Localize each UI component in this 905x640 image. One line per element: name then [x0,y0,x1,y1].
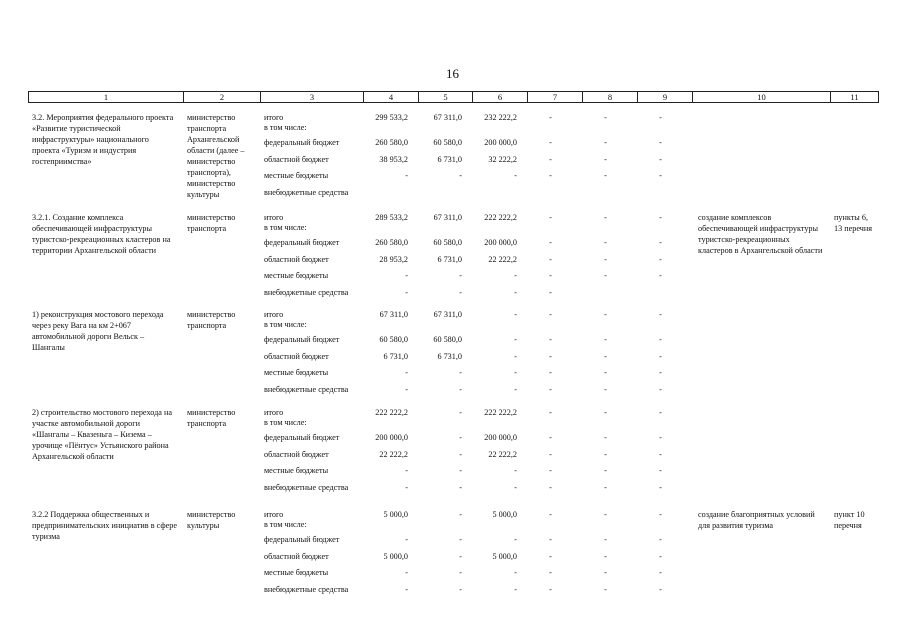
measure-name: 1) реконструкция мостового перехода через реку Вага на км 2+067 автомобильной дороги Вельск – Шангалы [32,310,164,352]
source-total-label: итого [264,408,284,417]
column-header-4: 4 [364,92,419,103]
column-header-10: 10 [693,92,831,103]
funding-value: 28 953,2 [379,254,408,264]
funding-source-label: федеральный бюджет [264,335,340,344]
funding-value: - [549,384,552,394]
funding-value: 38 953,2 [379,154,408,164]
executor: министерство транспорта Архангельской области (далее – министерство транспорта), министерство культуры [187,113,245,199]
executor: министерство транспорта [187,408,236,428]
funding-value: - [604,171,607,180]
total-value: 67 311,0 [433,213,462,222]
funding-value: - [604,584,607,594]
funding-value: 60 580,0 [433,335,462,344]
column-header-6: 6 [473,92,528,103]
total-value: - [659,310,662,319]
total-value: - [604,113,607,122]
total-value: - [549,408,552,417]
funding-value: - [405,466,408,475]
source-including-label: в том числе: [264,418,307,427]
funding-value: 200 000,0 [375,433,408,442]
funding-value: - [549,254,552,264]
total-value: 289 533,2 [375,213,408,222]
funding-value: 6 731,0 [437,254,462,264]
funding-value: 260 580,0 [375,238,408,247]
funding-value: - [549,171,552,180]
funding-value: - [659,171,662,180]
total-value: - [459,510,462,519]
measure-name: 3.2. Мероприятия федерального проекта «Развитие туристической инфраструктуры» национального проекта «Туризм и индустрия гостеприимства» [32,113,174,166]
funding-value: 60 580,0 [433,238,462,247]
executor: министерство культуры [187,510,236,530]
total-value: - [459,408,462,417]
funding-value: - [514,584,517,594]
funding-value: - [604,154,607,164]
funding-value: - [604,551,607,561]
funding-value: 22 222,2 [379,449,408,459]
funding-value: - [459,535,462,544]
funding-source-label: областной бюджет [264,351,329,361]
list-reference: пункт 10 перечня [834,510,865,530]
total-value: 222 222,2 [375,408,408,417]
funding-value: - [604,238,607,247]
funding-value: - [459,584,462,594]
funding-value: - [549,535,552,544]
funding-value: - [549,287,552,297]
funding-value: - [659,254,662,264]
funding-value: 60 580,0 [433,138,462,147]
column-header-3: 3 [261,92,364,103]
source-total-label: итого [264,310,284,319]
total-value: - [549,510,552,519]
funding-value: - [549,466,552,475]
funding-value: 200 000,0 [484,138,517,147]
funding-value: - [514,535,517,544]
source-total-label: итого [264,213,284,222]
page-number: 16 [446,66,459,81]
funding-value: - [604,482,607,492]
total-value: - [659,113,662,122]
funding-value: - [405,287,408,297]
total-value: 232 222,2 [484,113,517,122]
funding-source-label: местные бюджеты [264,171,329,180]
funding-value: 6 731,0 [383,351,408,361]
expected-result: создание благоприятных условий для развития туризма [698,510,815,530]
funding-value: - [405,482,408,492]
measure-name: 3.2.1. Создание комплекса обеспечивающей инфраструктуры туристско-рекреационных кластеров на территории Архангельской области [32,213,171,255]
column-header-8: 8 [583,92,638,103]
funding-value: - [549,238,552,247]
list-reference: пункты 6, 13 перечня [834,213,873,233]
funding-value: - [604,138,607,147]
funding-value: - [514,351,517,361]
funding-value: - [514,335,517,344]
funding-value: - [549,154,552,164]
funding-value: - [659,466,662,475]
funding-value: 200 000,0 [484,433,517,442]
column-header-row [28,91,879,103]
funding-value: - [659,351,662,361]
funding-value: - [405,271,408,280]
funding-value: - [405,171,408,180]
total-value: - [659,213,662,222]
total-value: - [604,213,607,222]
funding-value: - [514,287,517,297]
funding-value: - [659,449,662,459]
funding-value: - [405,584,408,594]
funding-source-label: федеральный бюджет [264,138,340,147]
column-header-11: 11 [831,92,879,103]
funding-value: 200 000,0 [484,238,517,247]
funding-value: - [659,335,662,344]
total-value: - [604,310,607,319]
total-value: 222 222,2 [484,213,517,222]
funding-value: - [459,449,462,459]
total-value: 5 000,0 [492,510,517,519]
funding-value: 60 580,0 [379,335,408,344]
funding-value: - [459,171,462,180]
funding-source-label: внебюджетные средства [264,384,349,394]
total-value: - [549,113,552,122]
source-including-label: в том числе: [264,320,307,329]
funding-source-label: областной бюджет [264,154,329,164]
funding-value: - [405,368,408,377]
funding-value: - [514,568,517,577]
funding-source-label: внебюджетные средства [264,584,349,594]
funding-value: - [604,335,607,344]
total-value: - [549,310,552,319]
funding-value: 32 222,2 [488,154,517,164]
funding-value: - [549,584,552,594]
funding-value: - [659,568,662,577]
funding-value: - [659,482,662,492]
funding-value: - [659,584,662,594]
funding-value: - [459,271,462,280]
funding-value: - [459,482,462,492]
source-total-label: итого [264,510,284,519]
funding-value: - [549,433,552,442]
total-value: - [514,310,517,319]
funding-value: - [659,138,662,147]
funding-value: - [514,171,517,180]
funding-source-label: областной бюджет [264,449,329,459]
funding-source-label: федеральный бюджет [264,433,340,442]
funding-value: - [549,551,552,561]
expected-result: создание комплексов обеспечивающей инфраструктуры туристско-рекреационных кластеров в Архангельской области [698,213,823,255]
funding-value: 5 000,0 [383,551,408,561]
funding-value: - [514,368,517,377]
funding-value: - [604,466,607,475]
funding-value: - [659,384,662,394]
funding-value: - [659,535,662,544]
funding-value: - [514,384,517,394]
measure-name: 2) строительство мостового перехода на участке автомобильной дороги «Шангалы – Квазеньга – Кизема – урочище «Пёнтус» Устьянского района Архангельской области [32,408,172,461]
funding-value: - [549,138,552,147]
total-value: - [659,510,662,519]
funding-value: - [459,568,462,577]
funding-source-label: областной бюджет [264,551,329,561]
source-including-label: в том числе: [264,223,307,232]
column-header-2: 2 [184,92,261,103]
total-value: - [604,408,607,417]
funding-value: - [459,384,462,394]
funding-value: - [604,384,607,394]
funding-value: - [604,433,607,442]
funding-source-label: местные бюджеты [264,271,329,280]
funding-value: - [659,368,662,377]
funding-value: - [459,287,462,297]
total-value: - [604,510,607,519]
total-value: 67 311,0 [379,310,408,319]
funding-value: - [659,271,662,280]
funding-value: - [405,384,408,394]
funding-source-label: местные бюджеты [264,466,329,475]
funding-source-label: внебюджетные средства [264,482,349,492]
total-value: 67 311,0 [433,310,462,319]
funding-value: - [604,368,607,377]
funding-value: - [549,449,552,459]
funding-value: - [549,351,552,361]
total-value: 222 222,2 [484,408,517,417]
source-total-label: итого [264,113,284,122]
funding-value: 6 731,0 [437,154,462,164]
funding-value: - [514,466,517,475]
funding-source-label: местные бюджеты [264,568,329,577]
source-including-label: в том числе: [264,123,307,132]
funding-source-label: федеральный бюджет [264,535,340,544]
funding-value: - [405,535,408,544]
funding-value: - [604,254,607,264]
executor: министерство транспорта [187,310,236,330]
column-header-7: 7 [528,92,583,103]
total-value: - [659,408,662,417]
funding-source-label: внебюджетные средства [264,287,349,297]
column-header-5: 5 [419,92,473,103]
funding-value: 22 222,2 [488,449,517,459]
total-value: - [549,213,552,222]
funding-value: - [549,568,552,577]
funding-value: - [549,271,552,280]
funding-value: 6 731,0 [437,351,462,361]
funding-value: 260 580,0 [375,138,408,147]
funding-value: 5 000,0 [492,551,517,561]
funding-value: - [659,551,662,561]
funding-value: - [514,482,517,492]
funding-value: - [604,351,607,361]
funding-value: - [604,271,607,280]
funding-value: - [604,535,607,544]
funding-value: - [604,568,607,577]
source-including-label: в том числе: [264,520,307,529]
funding-value: - [459,466,462,475]
measure-name: 3.2.2 Поддержка общественных и предпринимательских инициатив в сфере туризма [32,510,178,541]
funding-value: - [459,433,462,442]
total-value: 5 000,0 [383,510,408,519]
funding-value: - [549,482,552,492]
funding-value: - [405,568,408,577]
column-header-9: 9 [638,92,693,103]
funding-value: - [549,335,552,344]
funding-value: - [459,551,462,561]
funding-value: - [659,238,662,247]
funding-source-label: областной бюджет [264,254,329,264]
total-value: 299 533,2 [375,113,408,122]
column-header-1: 1 [29,92,184,103]
funding-source-label: федеральный бюджет [264,238,340,247]
funding-value: 22 222,2 [488,254,517,264]
funding-value: - [604,449,607,459]
funding-value: - [514,271,517,280]
executor: министерство транспорта [187,213,236,233]
funding-value: - [659,433,662,442]
funding-value: - [459,368,462,377]
funding-value: - [659,154,662,164]
funding-source-label: внебюджетные средства [264,187,349,197]
total-value: 67 311,0 [433,113,462,122]
funding-value: - [549,368,552,377]
funding-source-label: местные бюджеты [264,368,329,377]
